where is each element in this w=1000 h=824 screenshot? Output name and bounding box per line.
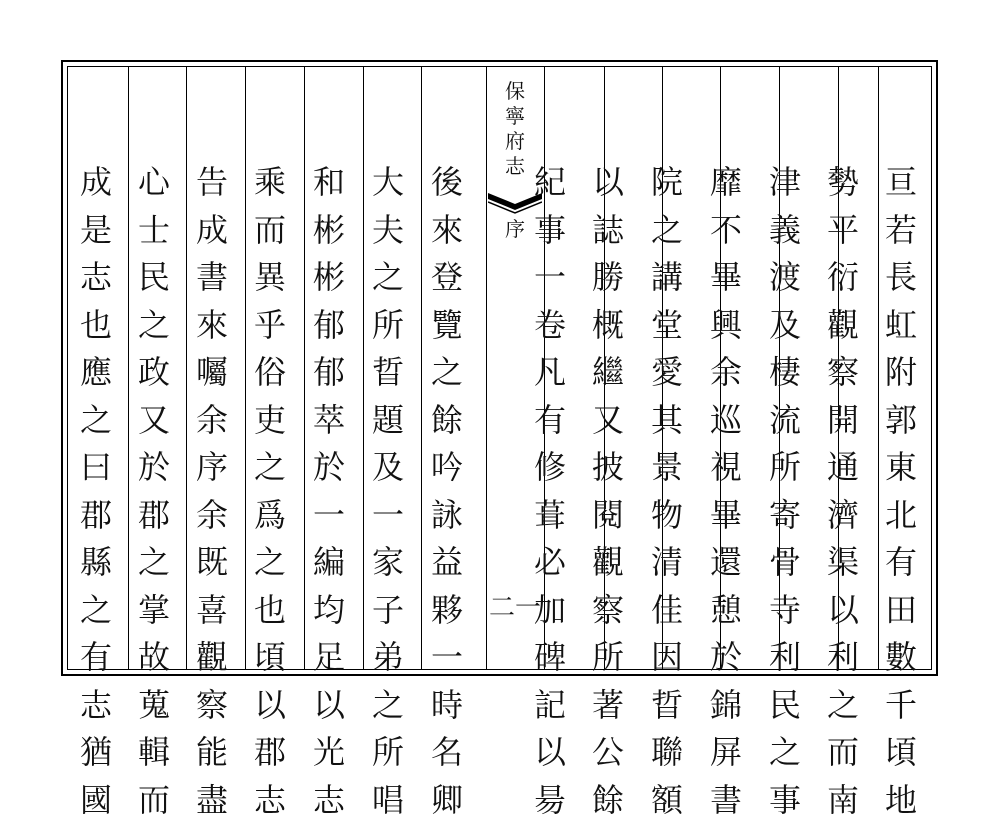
text-column: 成 是 志 也 應 之 曰 郡 縣 之 有 志 猶 國 <box>79 163 112 819</box>
text-column: 告 成 書 來 囑 余 序 余 既 喜 觀 察 能 盡 <box>195 163 228 819</box>
text-column: 心 士 民 之 政 又 於 郡 之 掌 故 蒐 輯 而 <box>137 163 170 819</box>
section-title: 序 <box>505 217 525 241</box>
text-column: 院 之 講 堂 愛 其 景 物 清 佳 因 晢 聯 額 <box>650 163 683 819</box>
text-column: 乘 而 異 乎 俗 吏 之 爲 之 也 頃 以 郡 志 <box>253 163 286 819</box>
column-rule <box>486 67 487 669</box>
text-column: 勢 平 衍 觀 察 開 通 濟 渠 以 利 之 而 南 <box>826 163 859 819</box>
book-title: 保 寧 府 志 <box>505 79 525 178</box>
text-column: 紀 事 一 卷 凡 有 修 葺 必 加 碑 記 以 昜 <box>533 163 566 819</box>
text-column: 和 彬 彬 郁 郁 萃 於 一 編 均 足 以 光 志 <box>312 163 345 819</box>
page-border <box>67 66 932 819</box>
text-column: 津 義 渡 及 棲 流 所 寄 骨 寺 利 民 之 事 <box>768 163 801 819</box>
text-column: 後 來 登 覽 之 餘 吟 詠 益 夥 一 時 名 卿 <box>430 163 463 819</box>
text-column: 靡 不 畢 興 余 巡 視 畢 還 憩 於 錦 屏 書 <box>709 163 742 819</box>
page-number: 二一 <box>488 593 541 623</box>
page-frame <box>61 60 938 819</box>
text-column: 以 誌 勝 概 繼 又 披 閱 觀 察 所 著 公 餘 <box>591 163 624 819</box>
text-column: 大 夫 之 所 晢 題 及 一 家 子 弟 之 所 唱 <box>371 163 404 819</box>
text-column: 亘 若 長 虹 附 郭 東 北 有 田 數 千 頃 地 <box>884 163 917 819</box>
